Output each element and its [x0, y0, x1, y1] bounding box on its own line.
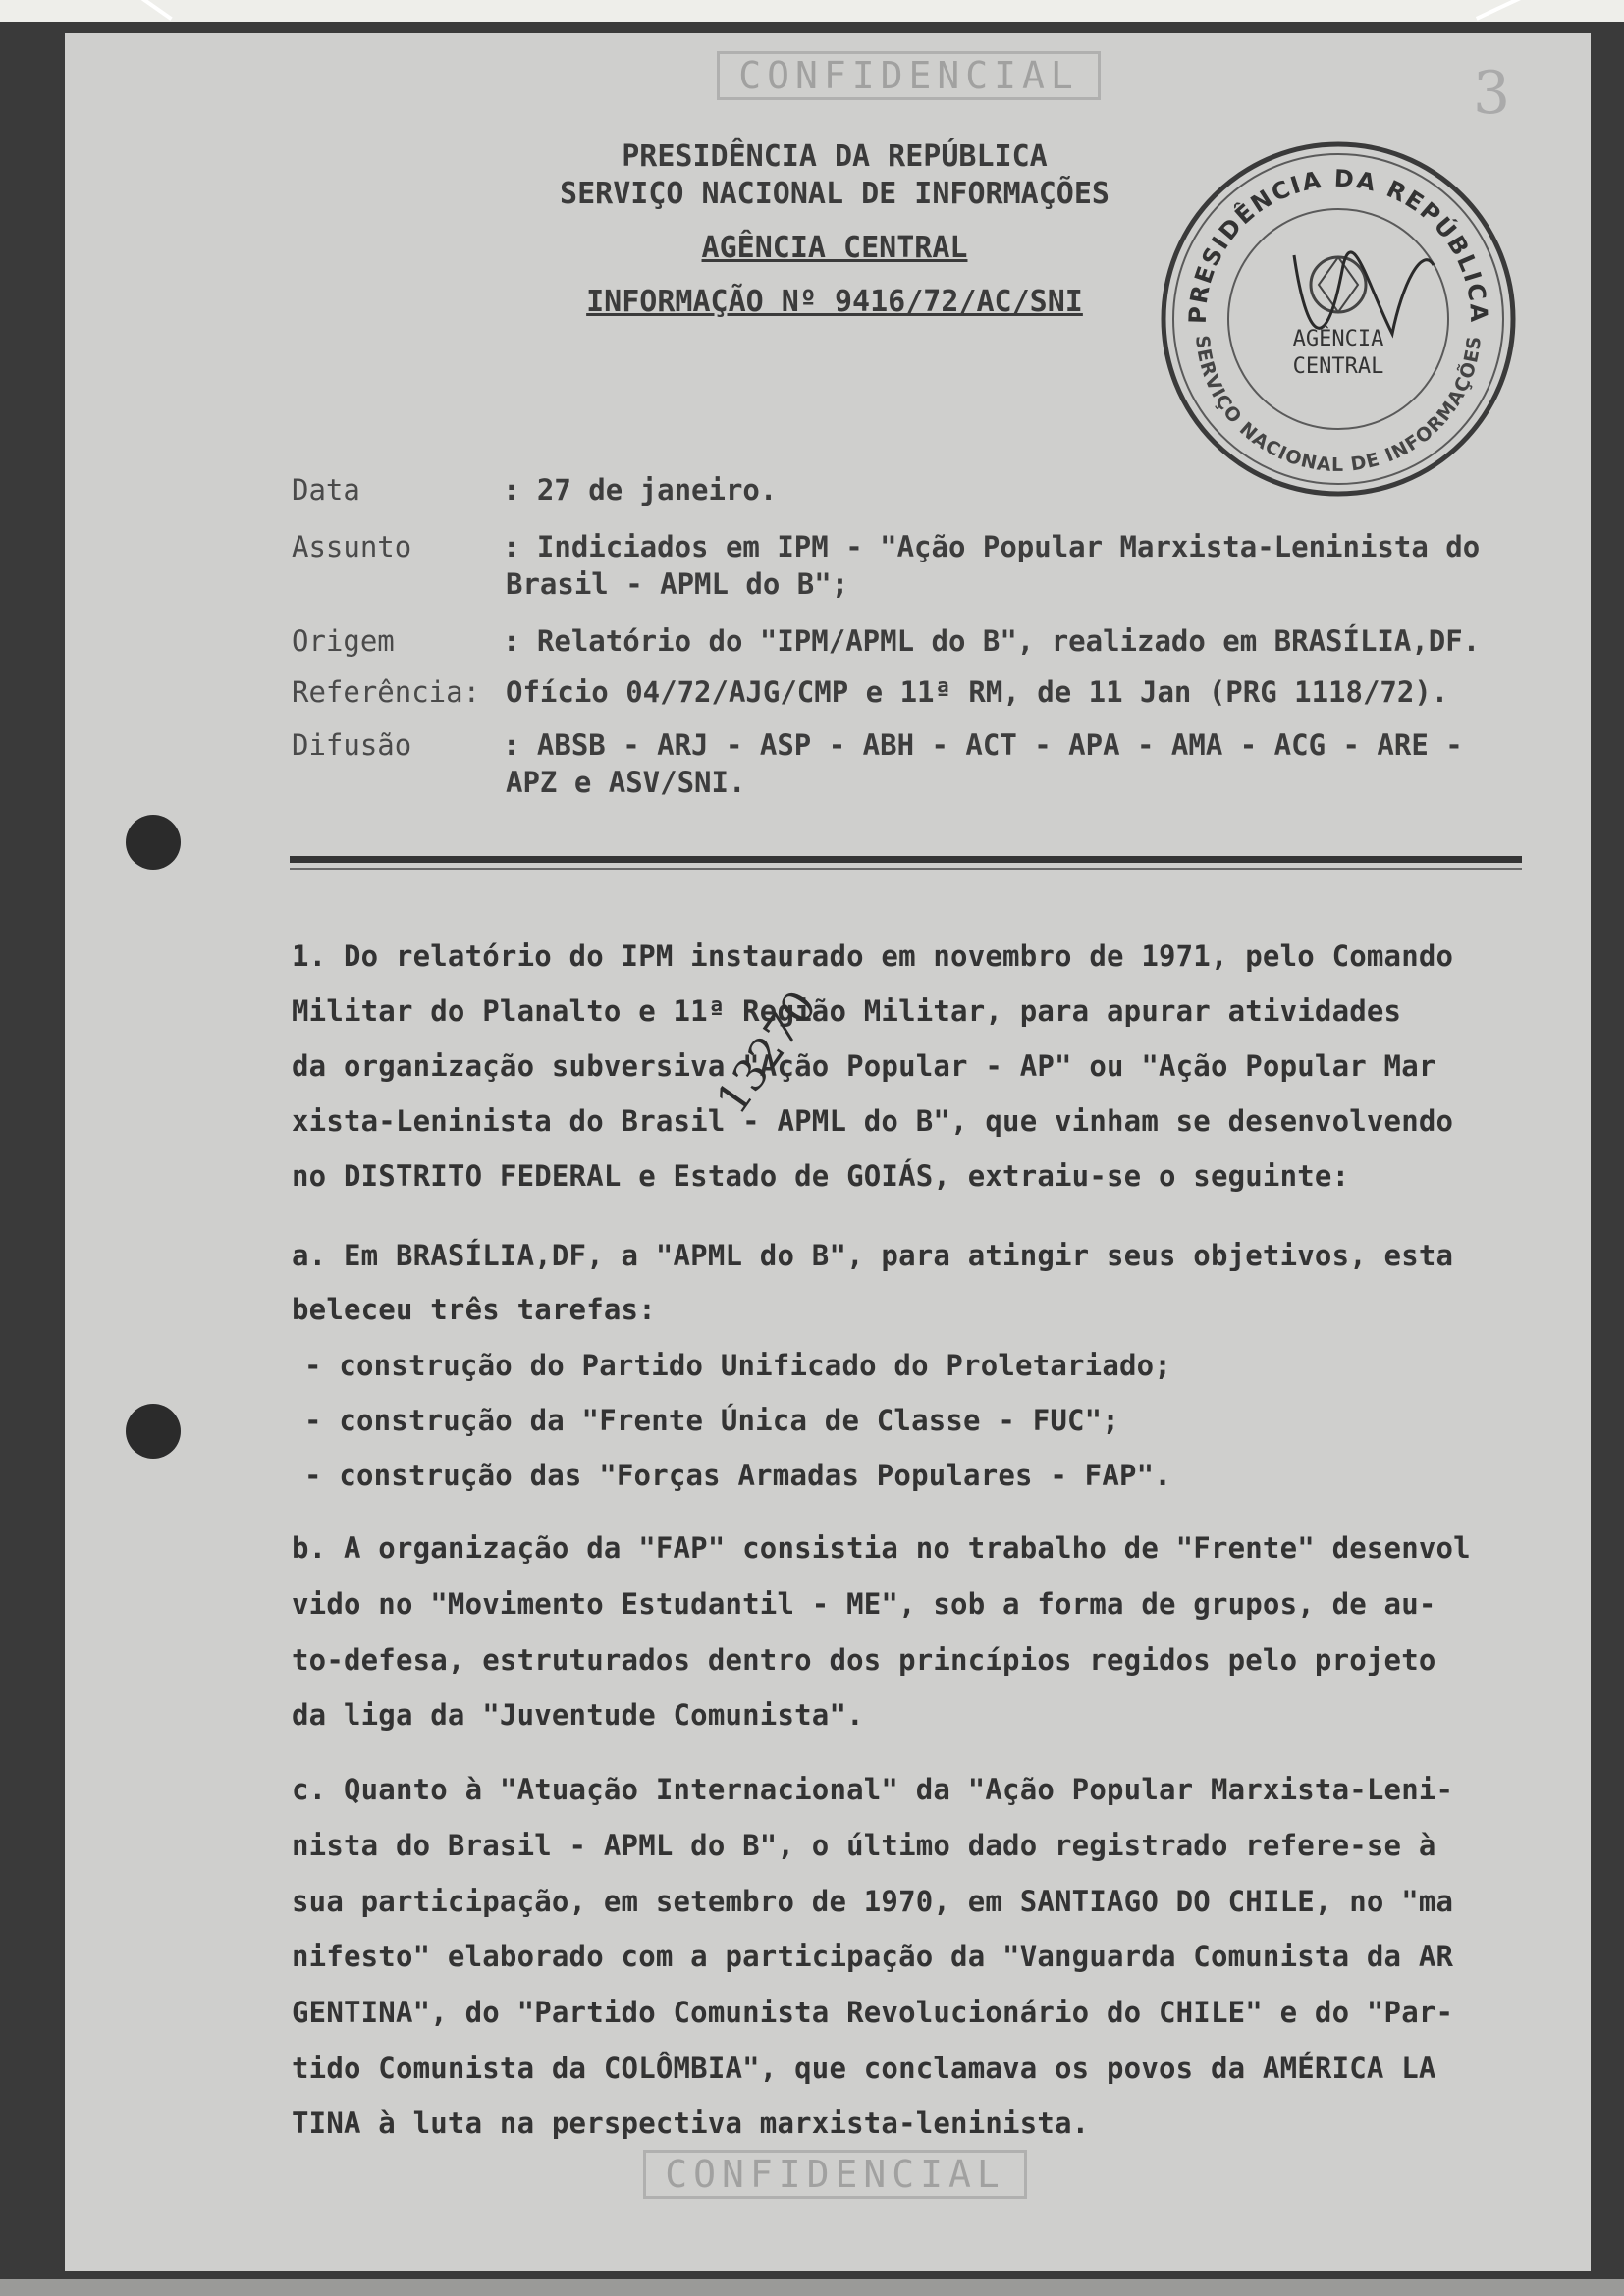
header-line-1: PRESIDÊNCIA DA REPÚBLICA — [622, 139, 1048, 174]
meta-assunto-label: Assunto — [292, 530, 412, 563]
body-line: no DISTRITO FEDERAL e Estado de GOIÁS, extraiu-se o seguinte: — [292, 1159, 1350, 1193]
body-line: Militar do Planalto e 11ª Região Militar, para apurar atividades — [292, 994, 1402, 1028]
seal-outer-text-bottom: SERVIÇO NACIONAL DE INFORMAÇÕES — [1191, 334, 1486, 476]
list-item: - construção do Partido Unificado do Proletariado; — [304, 1349, 1171, 1382]
body-line: TINA à luta na perspectiva marxista-leninista. — [292, 2107, 1090, 2140]
seal-center-line-1: AGÊNCIA — [1292, 327, 1384, 351]
body-line: xista-Leninista do Brasil - APML do B", que vinham se desenvolvendo — [292, 1104, 1454, 1138]
body-line: da liga da "Juventude Comunista". — [292, 1698, 864, 1732]
body-line: 1. Do relatório do IPM instaurado em novembro de 1971, pelo Comando — [292, 939, 1454, 973]
separator-rule-thin — [290, 868, 1522, 870]
header-line-4 — [491, 285, 1178, 319]
header-line-2: SERVIÇO NACIONAL DE INFORMAÇÕES — [560, 177, 1110, 211]
meta-referencia-value: Ofício 04/72/AJG/CMP e 11ª RM, de 11 Jan (PRG 1118/72). — [506, 675, 1449, 709]
body-line: a. Em BRASÍLIA,DF, a "APML do B", para atingir seus objetivos, esta — [292, 1239, 1454, 1272]
punch-hole — [126, 1404, 181, 1459]
seal-outer-text-top: PRESIDÊNCIA DA REPÚBLICA — [1183, 164, 1493, 325]
classification-stamp-bottom: CONFIDENCIAL — [643, 2150, 1027, 2199]
body-line: beleceu três tarefas: — [292, 1293, 656, 1326]
scan-bottom-edge — [0, 2279, 1624, 2296]
agency-seal-stamp — [1157, 137, 1520, 501]
meta-difusao-value-2: APZ e ASV/SNI. — [506, 766, 746, 799]
scan-top-edge — [0, 0, 1624, 22]
meta-difusao-value-1: : ABSB - ARJ - ASP - ABH - ACT - APA - AMA - ACG - ARE - — [503, 728, 1463, 762]
separator-rule — [290, 856, 1522, 863]
classification-stamp-top: CONFIDENCIAL — [717, 51, 1101, 100]
meta-difusao-label: Difusão — [292, 728, 412, 762]
meta-assunto-value-2: Brasil - APML do B"; — [506, 567, 849, 601]
header-agency: AGÊNCIA CENTRAL — [701, 231, 968, 265]
body-line: da organização subversiva "Ação Popular - AP" ou "Ação Popular Mar — [292, 1049, 1436, 1083]
page-number: 3 — [1473, 59, 1511, 128]
header-line-3 — [491, 231, 1178, 265]
meta-origem-value: : Relatório do "IPM/APML do B", realizado em BRASÍLIA,DF. — [503, 624, 1481, 658]
meta-referencia-label: Referência: — [292, 675, 481, 709]
meta-data-label: Data — [292, 473, 360, 507]
meta-assunto-value-1: : Indiciados em IPM - "Ação Popular Marxista-Leninista do — [503, 530, 1481, 563]
body-line: to-defesa, estruturados dentro dos princípios regidos pelo projeto — [292, 1643, 1436, 1677]
body-line: c. Quanto à "Atuação Internacional" da "Ação Popular Marxista-Leni- — [292, 1773, 1454, 1806]
meta-data-value: : 27 de janeiro. — [503, 473, 778, 507]
body-line: nista do Brasil - APML do B", o último dado registrado refere-se à — [292, 1829, 1436, 1862]
meta-origem-label: Origem — [292, 624, 395, 658]
body-line: GENTINA", do "Partido Comunista Revolucionário do CHILE" e do "Par- — [292, 1996, 1454, 2029]
report-number: INFORMAÇÃO Nº 9416/72/AC/SNI — [586, 285, 1083, 319]
punch-hole — [126, 815, 181, 870]
body-line: tido Comunista da COLÔMBIA", que conclamava os povos da AMÉRICA LA — [292, 2052, 1436, 2085]
list-item: - construção das "Forças Armadas Populares - FAP". — [304, 1459, 1171, 1492]
body-line: sua participação, em setembro de 1970, em SANTIAGO DO CHILE, no "ma — [292, 1885, 1454, 1918]
body-line: nifesto" elaborado com a participação da "Vanguarda Comunista da AR — [292, 1940, 1454, 1973]
seal-center-line-2: CENTRAL — [1292, 354, 1384, 379]
list-item: - construção da "Frente Única de Classe - FUC"; — [304, 1404, 1119, 1437]
body-line: b. A organização da "FAP" consistia no trabalho de "Frente" desenvol — [292, 1531, 1471, 1565]
body-line: vido no "Movimento Estudantil - ME", sob a forma de grupos, de au- — [292, 1587, 1436, 1621]
handwritten-number: 13270 — [707, 982, 828, 1124]
